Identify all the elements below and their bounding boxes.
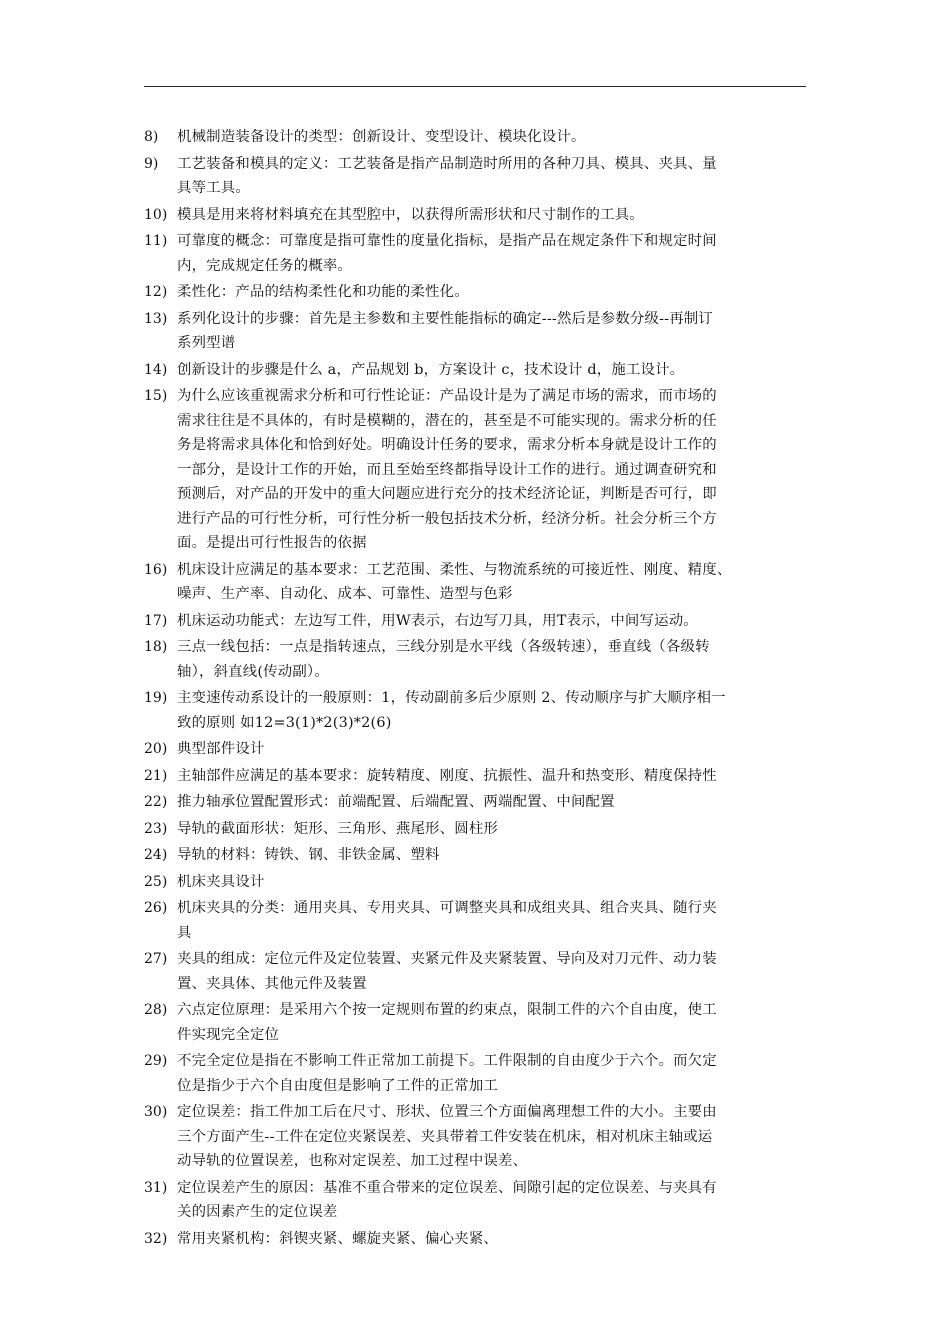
item-text — [177, 896, 814, 945]
item-text — [177, 817, 814, 842]
item-text — [177, 280, 814, 305]
list-item — [144, 1176, 814, 1225]
list-item — [144, 896, 814, 945]
item-text-line: 机械制造装备设计的类型：创新设计、变型设计、模块化设计。 — [177, 129, 586, 145]
list-item — [144, 280, 814, 305]
item-text-line: 面。是提出可行性报告的依据 — [177, 535, 367, 551]
item-text-line: 一部分，是设计工作的开始，而且至始至终都指导设计工作的进行。通过调查研究和 — [177, 461, 717, 478]
item-text-line: 夹具的组成：定位元件及定位装置、夹紧元件及夹紧装置、导向及对刀元件、动力装 — [177, 951, 717, 967]
item-text — [177, 1100, 814, 1174]
item-text — [177, 764, 814, 789]
item-number: 12) — [144, 284, 168, 300]
item-text-line: 系列化设计的步骤：首先是主参数和主要性能指标的确定---然后是参数分级--再制订 — [177, 310, 713, 327]
item-text-line: 典型部件设计 — [177, 741, 265, 757]
item-text-line: 位是指少于六个自由度但是影响了工件的正常加工 — [177, 1077, 498, 1094]
item-number: 31) — [144, 1179, 168, 1196]
item-number: 19) — [144, 690, 168, 706]
item-text-line: 需求往往是不具体的，有时是模糊的，潜在的，甚至是不可能实现的。需求分析的任 — [177, 412, 717, 429]
list-item — [144, 1049, 814, 1098]
item-text-line: 内，完成规定任务的概率。 — [177, 257, 353, 274]
item-number: 10) — [144, 206, 168, 223]
item-text-line: 机床运动功能式：左边写工件，用W表示，右边写刀具，用T表示，中间写运动。 — [177, 612, 698, 629]
item-text-line: 柔性化：产品的结构柔性化和功能的柔性化。 — [177, 284, 469, 300]
item-text-line: 件实现完全定位 — [177, 1026, 280, 1043]
item-number: 30) — [144, 1104, 168, 1120]
list-item — [144, 635, 814, 684]
item-text-line: 轴），斜直线(传动副）。 — [177, 663, 329, 680]
list-item — [144, 686, 814, 735]
list-item — [144, 125, 814, 150]
list-item — [144, 152, 814, 201]
item-number: 24) — [144, 847, 168, 863]
item-text-line: 定位误差产生的原因：基准不重合带来的定位误差、间隙引起的定位误差、与夹具有 — [177, 1179, 717, 1196]
item-text-line: 置、夹具体、其他元件及装置 — [177, 975, 367, 992]
list-item — [144, 229, 814, 278]
item-number: 17) — [144, 612, 168, 629]
item-number: 25) — [144, 873, 168, 890]
item-number: 9) — [144, 155, 159, 172]
item-text-line: 工艺装备和模具的定义：工艺装备是指产品制造时所用的各种刀具、模具、夹具、量 — [177, 155, 717, 172]
list-item — [144, 737, 814, 762]
item-number: 11) — [144, 233, 168, 249]
item-number: 29) — [144, 1053, 168, 1069]
item-text-line: 具等工具。 — [177, 180, 250, 196]
item-number: 15) — [144, 388, 168, 404]
item-text-line: 进行产品的可行性分析，可行性分析一般包括技术分析，经济分析。社会分析三个方 — [177, 510, 717, 527]
item-text — [177, 125, 814, 150]
item-text-line: 常用夹紧机构：斜锲夹紧、螺旋夹紧、偏心夹紧、 — [177, 1230, 498, 1247]
item-number: 8) — [144, 129, 159, 145]
item-text-line: 机床夹具的分类：通用夹具、专用夹具、可调整夹具和成组夹具、组合夹具、随行夹 — [177, 900, 717, 916]
item-text-line: 噪声、生产率、自动化、成本、可靠性、造型与色彩 — [177, 586, 513, 602]
item-text-line: 定位误差：指工件加工后在尺寸、形状、位置三个方面偏离理想工件的大小。主要由 — [177, 1104, 717, 1120]
item-number: 20) — [144, 741, 168, 757]
item-text-line: 导轨的材料：铸铁、钢、非铁金属、塑料 — [177, 847, 440, 863]
item-text — [177, 307, 814, 356]
item-text-line: 三个方面产生--工件在定位夹紧误差、夹具带着工件安装在机床，相对机床主轴或运 — [177, 1128, 713, 1145]
item-text-line: 推力轴承位置配置形式：前端配置、后端配置、两端配置、中间配置 — [177, 794, 615, 810]
item-text — [177, 635, 814, 684]
item-text-line: 三点一线包括：一点是指转速点，三线分别是水平线（各级转速），垂直线（各级转 — [177, 639, 710, 655]
item-text-line: 不完全定位是指在不影响工件正常加工前提下。工件限制的自由度少于六个。而欠定 — [177, 1053, 717, 1069]
item-text — [177, 558, 814, 607]
item-number: 32) — [144, 1230, 168, 1247]
list-item — [144, 1227, 814, 1252]
item-text — [177, 843, 814, 868]
item-text-line: 可靠度的概念：可靠度是指可靠性的度量化指标，是指产品在规定条件下和规定时间 — [177, 233, 717, 249]
item-text — [177, 790, 814, 815]
list-item — [144, 307, 814, 356]
list-item — [144, 358, 814, 383]
item-text — [177, 203, 814, 228]
item-number: 26) — [144, 900, 168, 916]
item-text-line: 主轴部件应满足的基本要求：旋转精度、刚度、抗振性、温升和热变形、精度保持性 — [177, 767, 717, 784]
list-item — [144, 790, 814, 815]
item-text — [177, 229, 814, 278]
item-text-line: 机床夹具设计 — [177, 873, 265, 890]
item-text-line: 创新设计的步骤是什么 a，产品规划 b，方案设计 c，技术设计 d，施工设计。 — [177, 361, 685, 378]
list-item — [144, 870, 814, 895]
list-item — [144, 947, 814, 996]
item-text-line: 为什么应该重视需求分析和可行性论证：产品设计是为了满足市场的需求，而市场的 — [177, 388, 717, 404]
item-text — [177, 358, 814, 383]
item-text-line: 致的原则 如12=3(1)*2(3)*2(6) — [177, 714, 392, 731]
item-text — [177, 1227, 814, 1252]
item-text-line: 六点定位原理：是采用六个按一定规则布置的约束点，限制工件的六个自由度，使工 — [177, 1002, 717, 1018]
list-item — [144, 1100, 814, 1174]
item-text — [177, 384, 814, 556]
item-number: 22) — [144, 794, 168, 810]
item-text — [177, 1049, 814, 1098]
item-number: 28) — [144, 1002, 168, 1018]
item-text-line: 动导轨的位置误差，也称对定误差、加工过程中误差、 — [177, 1153, 528, 1169]
item-text — [177, 152, 814, 201]
item-text-line: 模具是用来将材料填充在其型腔中，以获得所需形状和尺寸制作的工具。 — [177, 206, 644, 223]
item-text — [177, 1176, 814, 1225]
item-number: 27) — [144, 951, 168, 967]
list-item — [144, 203, 814, 228]
list-item — [144, 609, 814, 634]
item-number: 13) — [144, 310, 168, 327]
item-number: 21) — [144, 767, 168, 784]
item-number: 18) — [144, 639, 168, 655]
item-text-line: 主变速传动系设计的一般原则：1，传动副前多后少原则 2、传动顺序与扩大顺序相一 — [177, 690, 726, 706]
item-text-line: 导轨的截面形状：矩形、三角形、燕尾形、圆柱形 — [177, 820, 498, 837]
list-item — [144, 384, 814, 556]
item-text — [177, 737, 814, 762]
item-number: 14) — [144, 361, 168, 378]
list-item — [144, 558, 814, 607]
numbered-list — [144, 125, 814, 1253]
item-number: 16) — [144, 561, 168, 578]
list-item — [144, 998, 814, 1047]
item-text-line: 务是将需求具体化和恰到好处。明确设计任务的要求，需求分析本身就是设计工作的 — [177, 437, 717, 453]
item-text — [177, 998, 814, 1047]
item-text-line: 机床设计应满足的基本要求：工艺范围、柔性、与物流系统的可接近性、刚度、精度、 — [177, 561, 732, 578]
item-text-line: 预测后，对产品的开发中的重大问题应进行充分的技术经济论证，判断是否可行，即 — [177, 486, 717, 502]
item-text-line: 具 — [177, 924, 192, 941]
item-number: 23) — [144, 820, 168, 837]
list-item — [144, 817, 814, 842]
item-text-line: 系列型谱 — [177, 335, 236, 351]
list-item — [144, 843, 814, 868]
item-text — [177, 609, 814, 634]
list-item — [144, 764, 814, 789]
item-text — [177, 947, 814, 996]
header-rule — [144, 86, 806, 87]
item-text — [177, 870, 814, 895]
item-text-line: 关的因素产生的定位误差 — [177, 1204, 338, 1220]
item-text — [177, 686, 814, 735]
